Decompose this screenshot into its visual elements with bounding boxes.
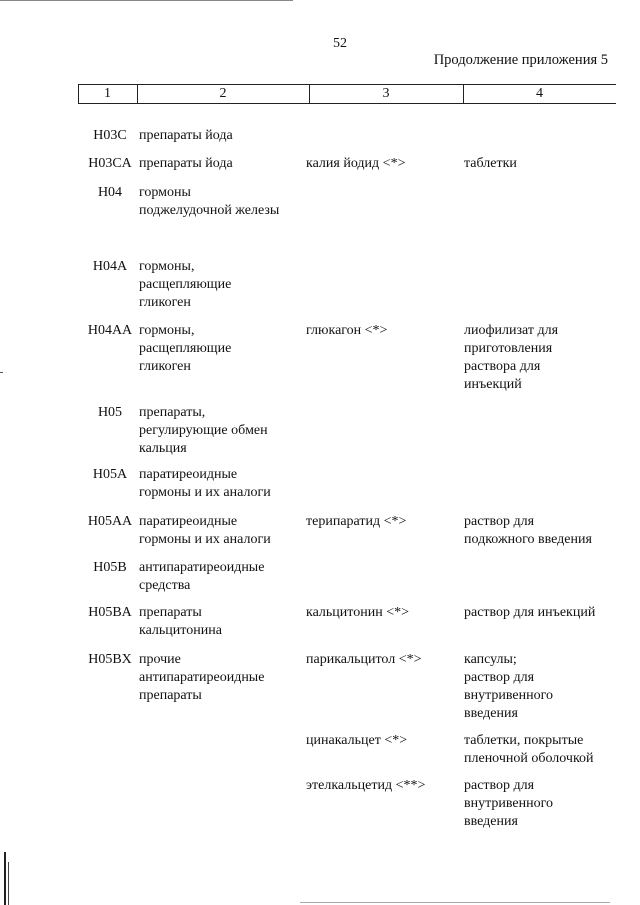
row-code: H04	[97, 185, 123, 200]
binding-mark	[4, 852, 6, 905]
row-form: лиофилизат для приготовления раствора для инъекций	[464, 323, 559, 392]
column-header-2: 2	[219, 86, 227, 101]
row-group: прочие антипаратиреоидные препараты	[139, 652, 265, 703]
row-group: паратиреоидные гормоны и их аналоги	[139, 467, 271, 500]
row-group: препараты йода	[139, 156, 233, 171]
row-code: H03CA	[88, 156, 132, 171]
row-code: H04AA	[87, 323, 133, 338]
table-header-bottom-rule	[78, 103, 616, 104]
column-header-3: 3	[382, 86, 390, 101]
column-header-4: 4	[536, 86, 543, 101]
row-form: таблетки	[464, 156, 517, 171]
row-drug: калия йодид <*>	[306, 156, 406, 171]
row-drug: этелкальцетид <**>	[306, 778, 426, 793]
row-drug: кальцитонин <*>	[306, 605, 409, 620]
row-form: раствор для подкожного введения	[464, 514, 592, 547]
row-code: H05BX	[88, 652, 132, 667]
row-drug: терипаратид <*>	[306, 514, 407, 529]
row-drug: парикальцитол <*>	[306, 652, 422, 667]
row-code: H05BA	[88, 605, 132, 620]
row-group: препараты кальцитонина	[139, 605, 222, 638]
row-form: капсулы; раствор для внутривенного введения	[464, 652, 554, 721]
row-group: гормоны, расщепляющие гликоген	[139, 323, 232, 374]
row-form: таблетки, покрытые пленочной оболочкой	[464, 733, 594, 766]
row-drug: цинакальцет <*>	[306, 733, 408, 748]
row-code: H03C	[93, 128, 127, 143]
row-code: H05AA	[87, 514, 133, 529]
row-group: паратиреоидные гормоны и их аналоги	[139, 514, 271, 547]
row-code: H05A	[92, 467, 128, 482]
row-code: H05	[97, 405, 123, 420]
table-header-top-rule	[78, 84, 616, 85]
margin-mark	[0, 372, 3, 373]
row-drug: глюкагон <*>	[306, 323, 388, 338]
row-form: раствор для внутривенного введения	[464, 778, 554, 829]
row-group: препараты, регулирующие обмен кальция	[139, 405, 268, 456]
binding-mark	[8, 862, 9, 905]
row-code: H05B	[93, 560, 127, 575]
top-rule	[0, 0, 293, 1]
row-group: гормоны, расщепляющие гликоген	[139, 259, 232, 310]
row-form: раствор для инъекций	[464, 605, 596, 620]
row-group: антипаратиреоидные средства	[139, 560, 265, 593]
column-header-1: 1	[104, 86, 111, 101]
row-code: H04A	[92, 259, 128, 274]
row-group: гормоны поджелудочной железы	[139, 185, 280, 218]
row-group: препараты йода	[139, 128, 233, 143]
page-number: 52	[333, 36, 347, 51]
bottom-rule	[300, 902, 610, 903]
continuation-label: Продолжение приложения 5	[433, 52, 608, 68]
